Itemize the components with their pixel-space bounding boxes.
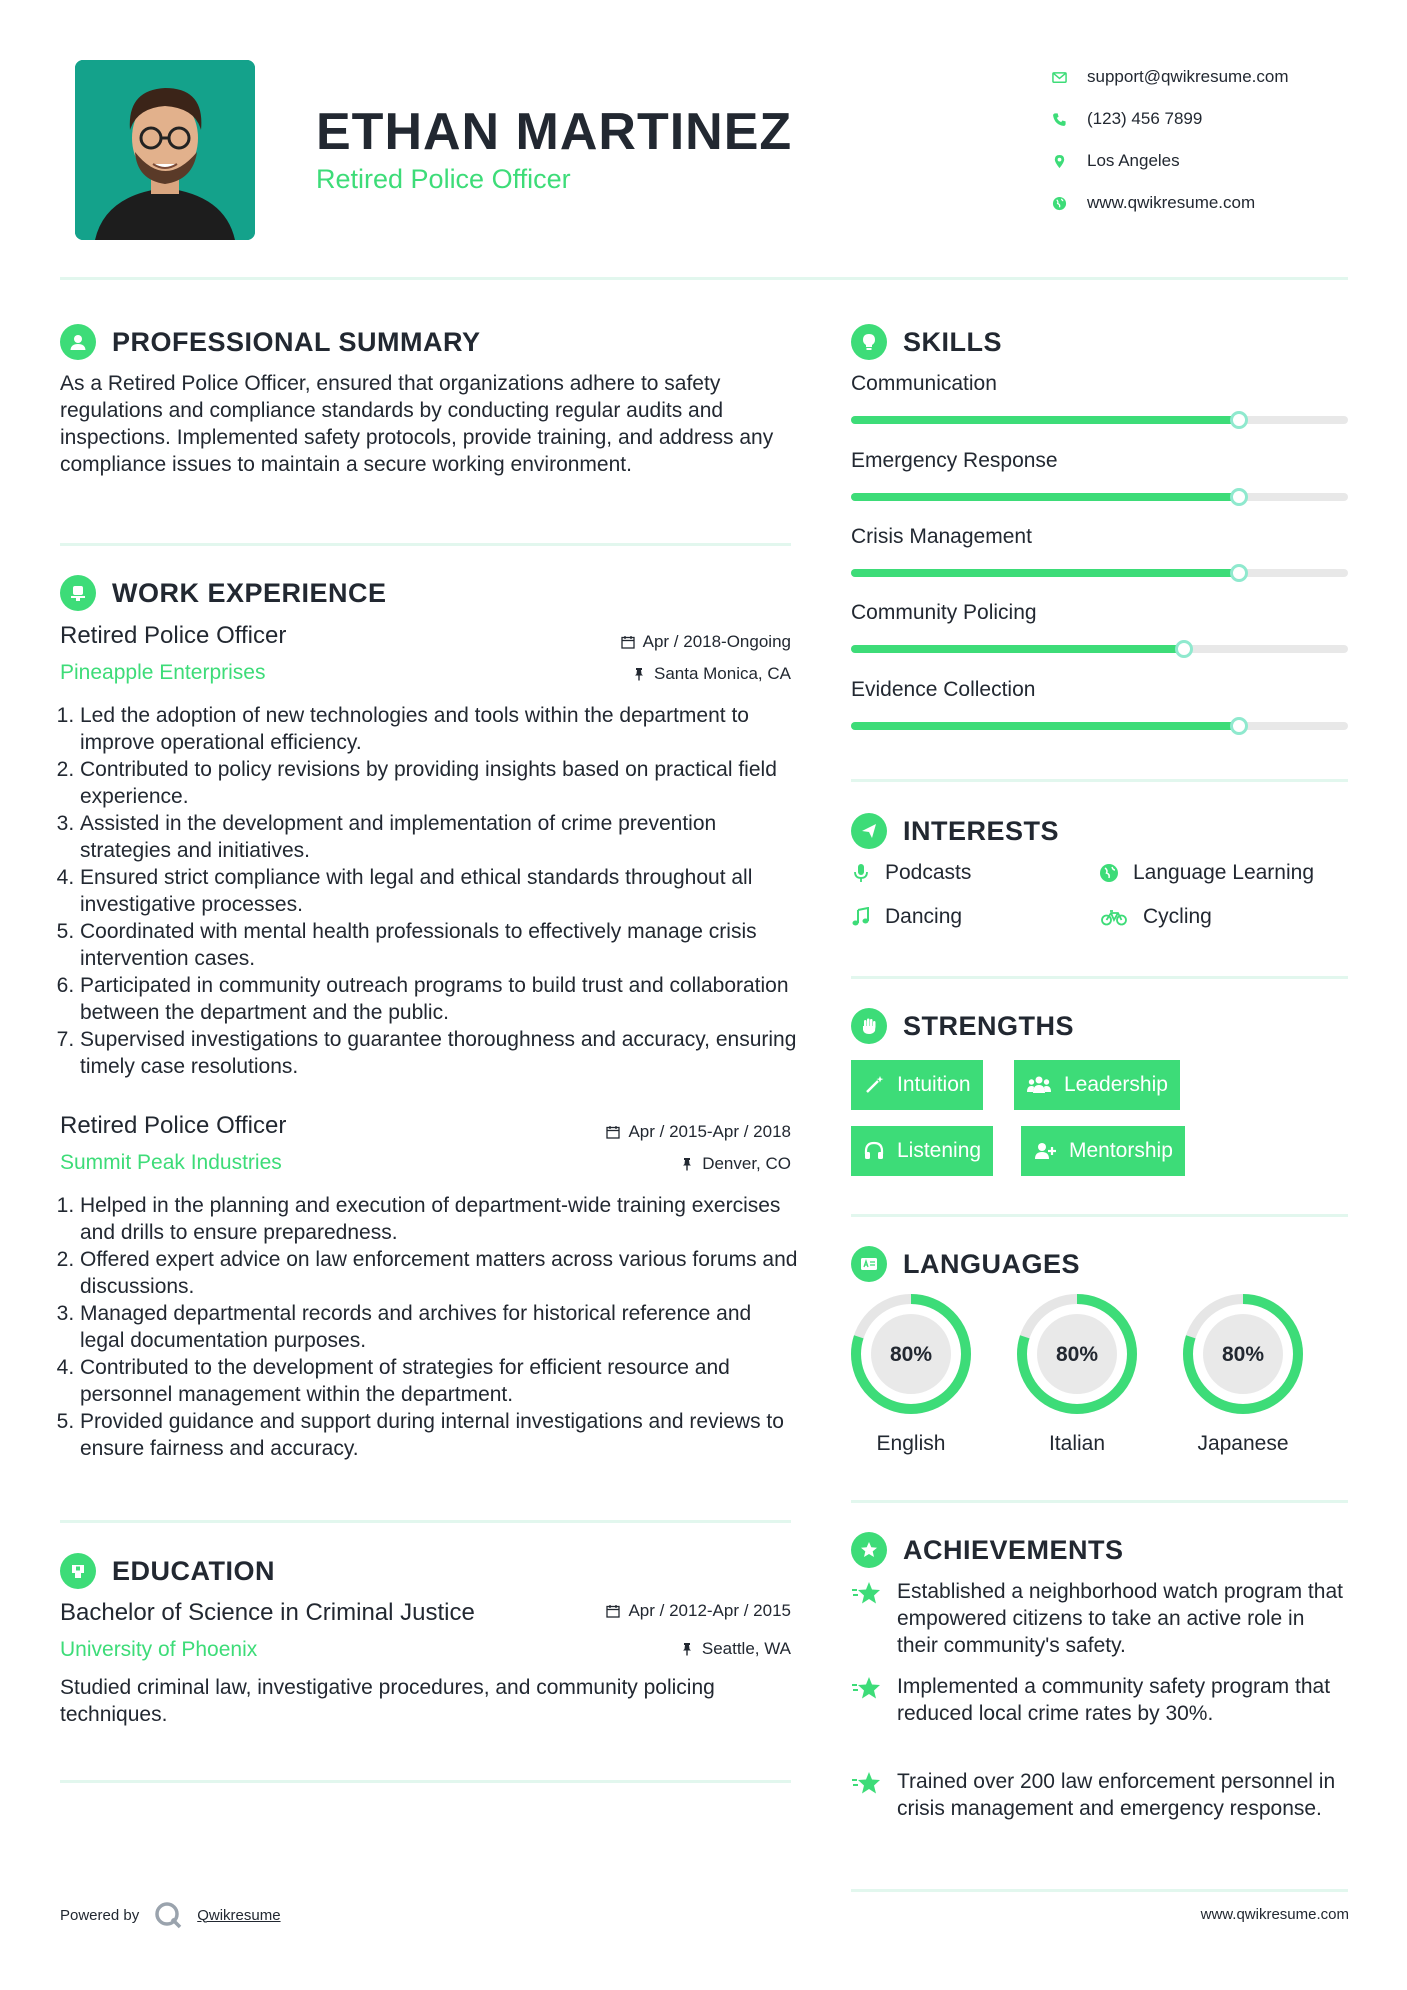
powered-by-label: Powered by: [60, 1906, 140, 1924]
contact-website-text[interactable]: www.qwikresume.com: [1087, 193, 1256, 212]
skill-label: Communication: [851, 372, 997, 395]
list-item: 2. Contributed to policy revisions by providing insights based on practical field experience.: [80, 756, 800, 810]
job-1-location: [632, 664, 791, 684]
strength-tag: [851, 1060, 983, 1110]
language-name: Japanese: [1197, 1432, 1289, 1455]
achievement-text: Trained over 200 law enforcement personnel in crisis management and emergency response.: [897, 1770, 1336, 1820]
contact-list: [1052, 56, 1372, 224]
phone-icon: [1052, 112, 1087, 127]
strengths-heading: [851, 1008, 1074, 1044]
strengths-title: STRENGTHS: [903, 1010, 1075, 1041]
languages-divider: [851, 1500, 1348, 1503]
calendar-icon: [621, 635, 635, 649]
contact-location-text: Los Angeles: [1087, 151, 1180, 170]
strength-label: Leadership: [1064, 1073, 1168, 1096]
envelope-icon: [1052, 70, 1087, 85]
summary-text: As a Retired Police Officer, ensured that organizations adhere to safety regulations and compliance standards by conducting regular audits and inspections. Implemented safety protocols, provide training, and address any compliance issues to maintain a secure working environment.: [60, 372, 774, 476]
interest-item: [1099, 861, 1314, 885]
skill-bar: [851, 645, 1348, 653]
job-1-bullets: [60, 702, 800, 1080]
calendar-icon: [606, 1125, 620, 1139]
list-item: 1. Led the adoption of new technologies and tools within the department to improve operational efficiency.: [80, 702, 800, 756]
summary-divider: [60, 543, 791, 546]
skill-bar-handle: [1230, 717, 1248, 735]
job-1-location-text: Santa Monica, CA: [653, 664, 791, 683]
graduation-icon: [60, 1553, 96, 1589]
skill-label: Community Policing: [851, 601, 1037, 624]
pushpin-icon: [680, 1642, 694, 1656]
footer-powered-by: [60, 1900, 281, 1930]
globe-icon: [1052, 196, 1087, 211]
achievements-heading: [851, 1532, 1124, 1568]
education-degree: Bachelor of Science in Criminal Justice: [60, 1599, 475, 1626]
language-ring: [849, 1292, 973, 1416]
skill-bar-handle: [1175, 640, 1193, 658]
strength-label: Mentorship: [1069, 1139, 1173, 1162]
achievement-item: [851, 1673, 1351, 1727]
contact-email[interactable]: [1052, 56, 1372, 98]
language-ring: [1015, 1292, 1139, 1416]
job-2-dates: [606, 1122, 791, 1142]
skill-bar-handle: [1230, 564, 1248, 582]
language-item: [1181, 1292, 1305, 1456]
skill-bar: [851, 493, 1348, 501]
language-percent: 80%: [889, 1343, 933, 1366]
education-heading: [60, 1553, 275, 1589]
users-icon: [1026, 1074, 1052, 1096]
user-icon: [60, 324, 96, 360]
education-school: University of Phoenix: [60, 1638, 258, 1661]
skill-bar-fill: [851, 416, 1239, 424]
strength-tag: [1021, 1126, 1185, 1176]
pushpin-icon: [632, 667, 646, 681]
skill-label: Evidence Collection: [851, 678, 1036, 701]
language-icon: [851, 1246, 887, 1282]
job-1-dates-text: Apr / 2018-Ongoing: [642, 632, 791, 651]
candidate-title: Retired Police Officer: [316, 164, 571, 194]
language-item: [1015, 1292, 1139, 1456]
contact-phone-text: (123) 456 7899: [1087, 109, 1203, 128]
microphone-icon: [851, 863, 871, 883]
interest-item: [851, 861, 971, 885]
list-item: 5. Provided guidance and support during internal investigations and reviews to ensure fairness and accuracy.: [80, 1408, 800, 1462]
skill-bar-handle: [1230, 411, 1248, 429]
globe-icon: [1099, 863, 1119, 883]
strengths-divider: [851, 1214, 1348, 1217]
candidate-name: ETHAN MARTINEZ: [316, 103, 793, 161]
interest-item: [851, 905, 962, 929]
education-location-text: Seattle, WA: [701, 1639, 791, 1658]
list-item: 3. Assisted in the development and implementation of crime prevention strategies and initiatives.: [80, 810, 800, 864]
education-location: [680, 1639, 791, 1659]
achievement-text: Implemented a community safety program that reduced local crime rates by 30%.: [897, 1675, 1331, 1725]
language-name: Italian: [1048, 1432, 1106, 1455]
skill-bar-fill: [851, 493, 1239, 501]
interests-divider: [851, 976, 1348, 979]
pushpin-icon: [680, 1157, 694, 1171]
profile-photo: [75, 60, 255, 240]
job-2-dates-text: Apr / 2015-Apr / 2018: [628, 1122, 791, 1141]
strength-label: Intuition: [897, 1073, 971, 1096]
achievement-item: [851, 1768, 1351, 1822]
achievements-title: ACHIEVEMENTS: [903, 1534, 1124, 1565]
qwikresume-link[interactable]: Qwikresume: [197, 1906, 281, 1924]
contact-email-text[interactable]: support@qwikresume.com: [1087, 67, 1289, 86]
star-icon: [851, 1580, 883, 1608]
summary-heading: [60, 324, 481, 360]
strength-label: Listening: [897, 1139, 982, 1162]
strength-tag: [851, 1126, 993, 1176]
interest-label: Dancing: [885, 905, 963, 928]
list-item: 7. Supervised investigations to guarantee thoroughness and accuracy, ensuring timely case resolutions.: [80, 1026, 800, 1080]
qwikresume-logo-icon: [153, 1900, 183, 1930]
achievement-item: [851, 1578, 1351, 1659]
magic-wand-icon: [863, 1074, 885, 1096]
interest-item: [1099, 905, 1212, 929]
education-divider: [60, 1780, 791, 1783]
skills-title: SKILLS: [903, 326, 1003, 357]
user-plus-icon: [1033, 1140, 1057, 1162]
interest-label: Podcasts: [885, 861, 972, 884]
job-1-title: Retired Police Officer: [60, 622, 287, 649]
star-icon: [851, 1770, 883, 1798]
summary-title: PROFESSIONAL SUMMARY: [112, 326, 481, 357]
star-badge-icon: [851, 1532, 887, 1568]
language-item: [849, 1292, 973, 1456]
skill-bar-fill: [851, 569, 1239, 577]
interests-heading: [851, 813, 1059, 849]
languages-heading: [851, 1246, 1080, 1282]
list-item: 4. Ensured strict compliance with legal and ethical standards throughout all investigative processes.: [80, 864, 800, 918]
list-item: 5. Coordinated with mental health professionals to effectively manage crisis intervention cases.: [80, 918, 800, 972]
job-2-location: [680, 1154, 791, 1174]
lightbulb-icon: [851, 324, 887, 360]
education-description: Studied criminal law, investigative procedures, and community policing techniques.: [60, 1676, 715, 1726]
list-item: 2. Offered expert advice on law enforcement matters across various forums and discussions.: [80, 1246, 800, 1300]
skill-bar-fill: [851, 722, 1239, 730]
contact-phone[interactable]: [1052, 98, 1372, 140]
interest-label: Language Learning: [1133, 861, 1315, 884]
language-name: English: [876, 1432, 946, 1455]
list-item: 4. Contributed to the development of strategies for efficient resource and personnel management within the department.: [80, 1354, 800, 1408]
skill-bar: [851, 722, 1348, 730]
headphones-icon: [863, 1140, 885, 1162]
star-icon: [851, 1675, 883, 1703]
language-percent: 80%: [1221, 1343, 1265, 1366]
paper-plane-icon: [851, 813, 887, 849]
interests-title: INTERESTS: [903, 815, 1060, 846]
skill-bar: [851, 416, 1348, 424]
job-2-location-text: Denver, CO: [702, 1154, 791, 1173]
contact-location: [1052, 140, 1372, 182]
list-item: 1. Helped in the planning and execution of department-wide training exercises and drills to ensure preparedness.: [80, 1192, 800, 1246]
skill-label: Crisis Management: [851, 525, 1032, 548]
skill-bar: [851, 569, 1348, 577]
work-divider: [60, 1520, 791, 1523]
list-item: 6. Participated in community outreach programs to build trust and collaboration between the department and the public.: [80, 972, 800, 1026]
education-dates: [606, 1601, 791, 1621]
footer-website[interactable]: www.qwikresume.com: [1200, 1906, 1349, 1923]
achievement-text: Established a neighborhood watch program that empowered citizens to take an active role in their community's safety.: [897, 1580, 1343, 1657]
education-title: EDUCATION: [112, 1555, 275, 1586]
language-ring: [1181, 1292, 1305, 1416]
work-title: WORK EXPERIENCE: [112, 577, 387, 608]
job-1-dates: [621, 632, 791, 652]
job-1-company: Pineapple Enterprises: [60, 661, 266, 684]
job-2-bullets: [60, 1192, 800, 1462]
hand-icon: [851, 1008, 887, 1044]
list-item: 3. Managed departmental records and archives for historical reference and legal documentation purposes.: [80, 1300, 800, 1354]
skills-divider: [851, 779, 1348, 782]
bicycle-icon: [1099, 907, 1129, 927]
music-note-icon: [851, 907, 871, 927]
skill-bar-fill: [851, 645, 1184, 653]
skill-label: Emergency Response: [851, 449, 1058, 472]
map-pin-icon: [1052, 154, 1087, 169]
skills-heading: [851, 324, 1002, 360]
header-divider: [60, 277, 1348, 280]
achievements-divider: [851, 1889, 1348, 1892]
language-percent: 80%: [1055, 1343, 1099, 1366]
work-heading: [60, 575, 387, 611]
interest-label: Cycling: [1143, 905, 1212, 928]
skill-bar-handle: [1230, 488, 1248, 506]
job-2-company: Summit Peak Industries: [60, 1151, 282, 1174]
briefcase-icon: [60, 575, 96, 611]
calendar-icon: [606, 1604, 620, 1618]
education-dates-text: Apr / 2012-Apr / 2015: [628, 1601, 791, 1620]
job-2-title: Retired Police Officer: [60, 1112, 287, 1139]
strength-tag: [1014, 1060, 1180, 1110]
avatar: [75, 60, 255, 240]
contact-website[interactable]: [1052, 182, 1372, 224]
languages-title: LANGUAGES: [903, 1248, 1081, 1279]
